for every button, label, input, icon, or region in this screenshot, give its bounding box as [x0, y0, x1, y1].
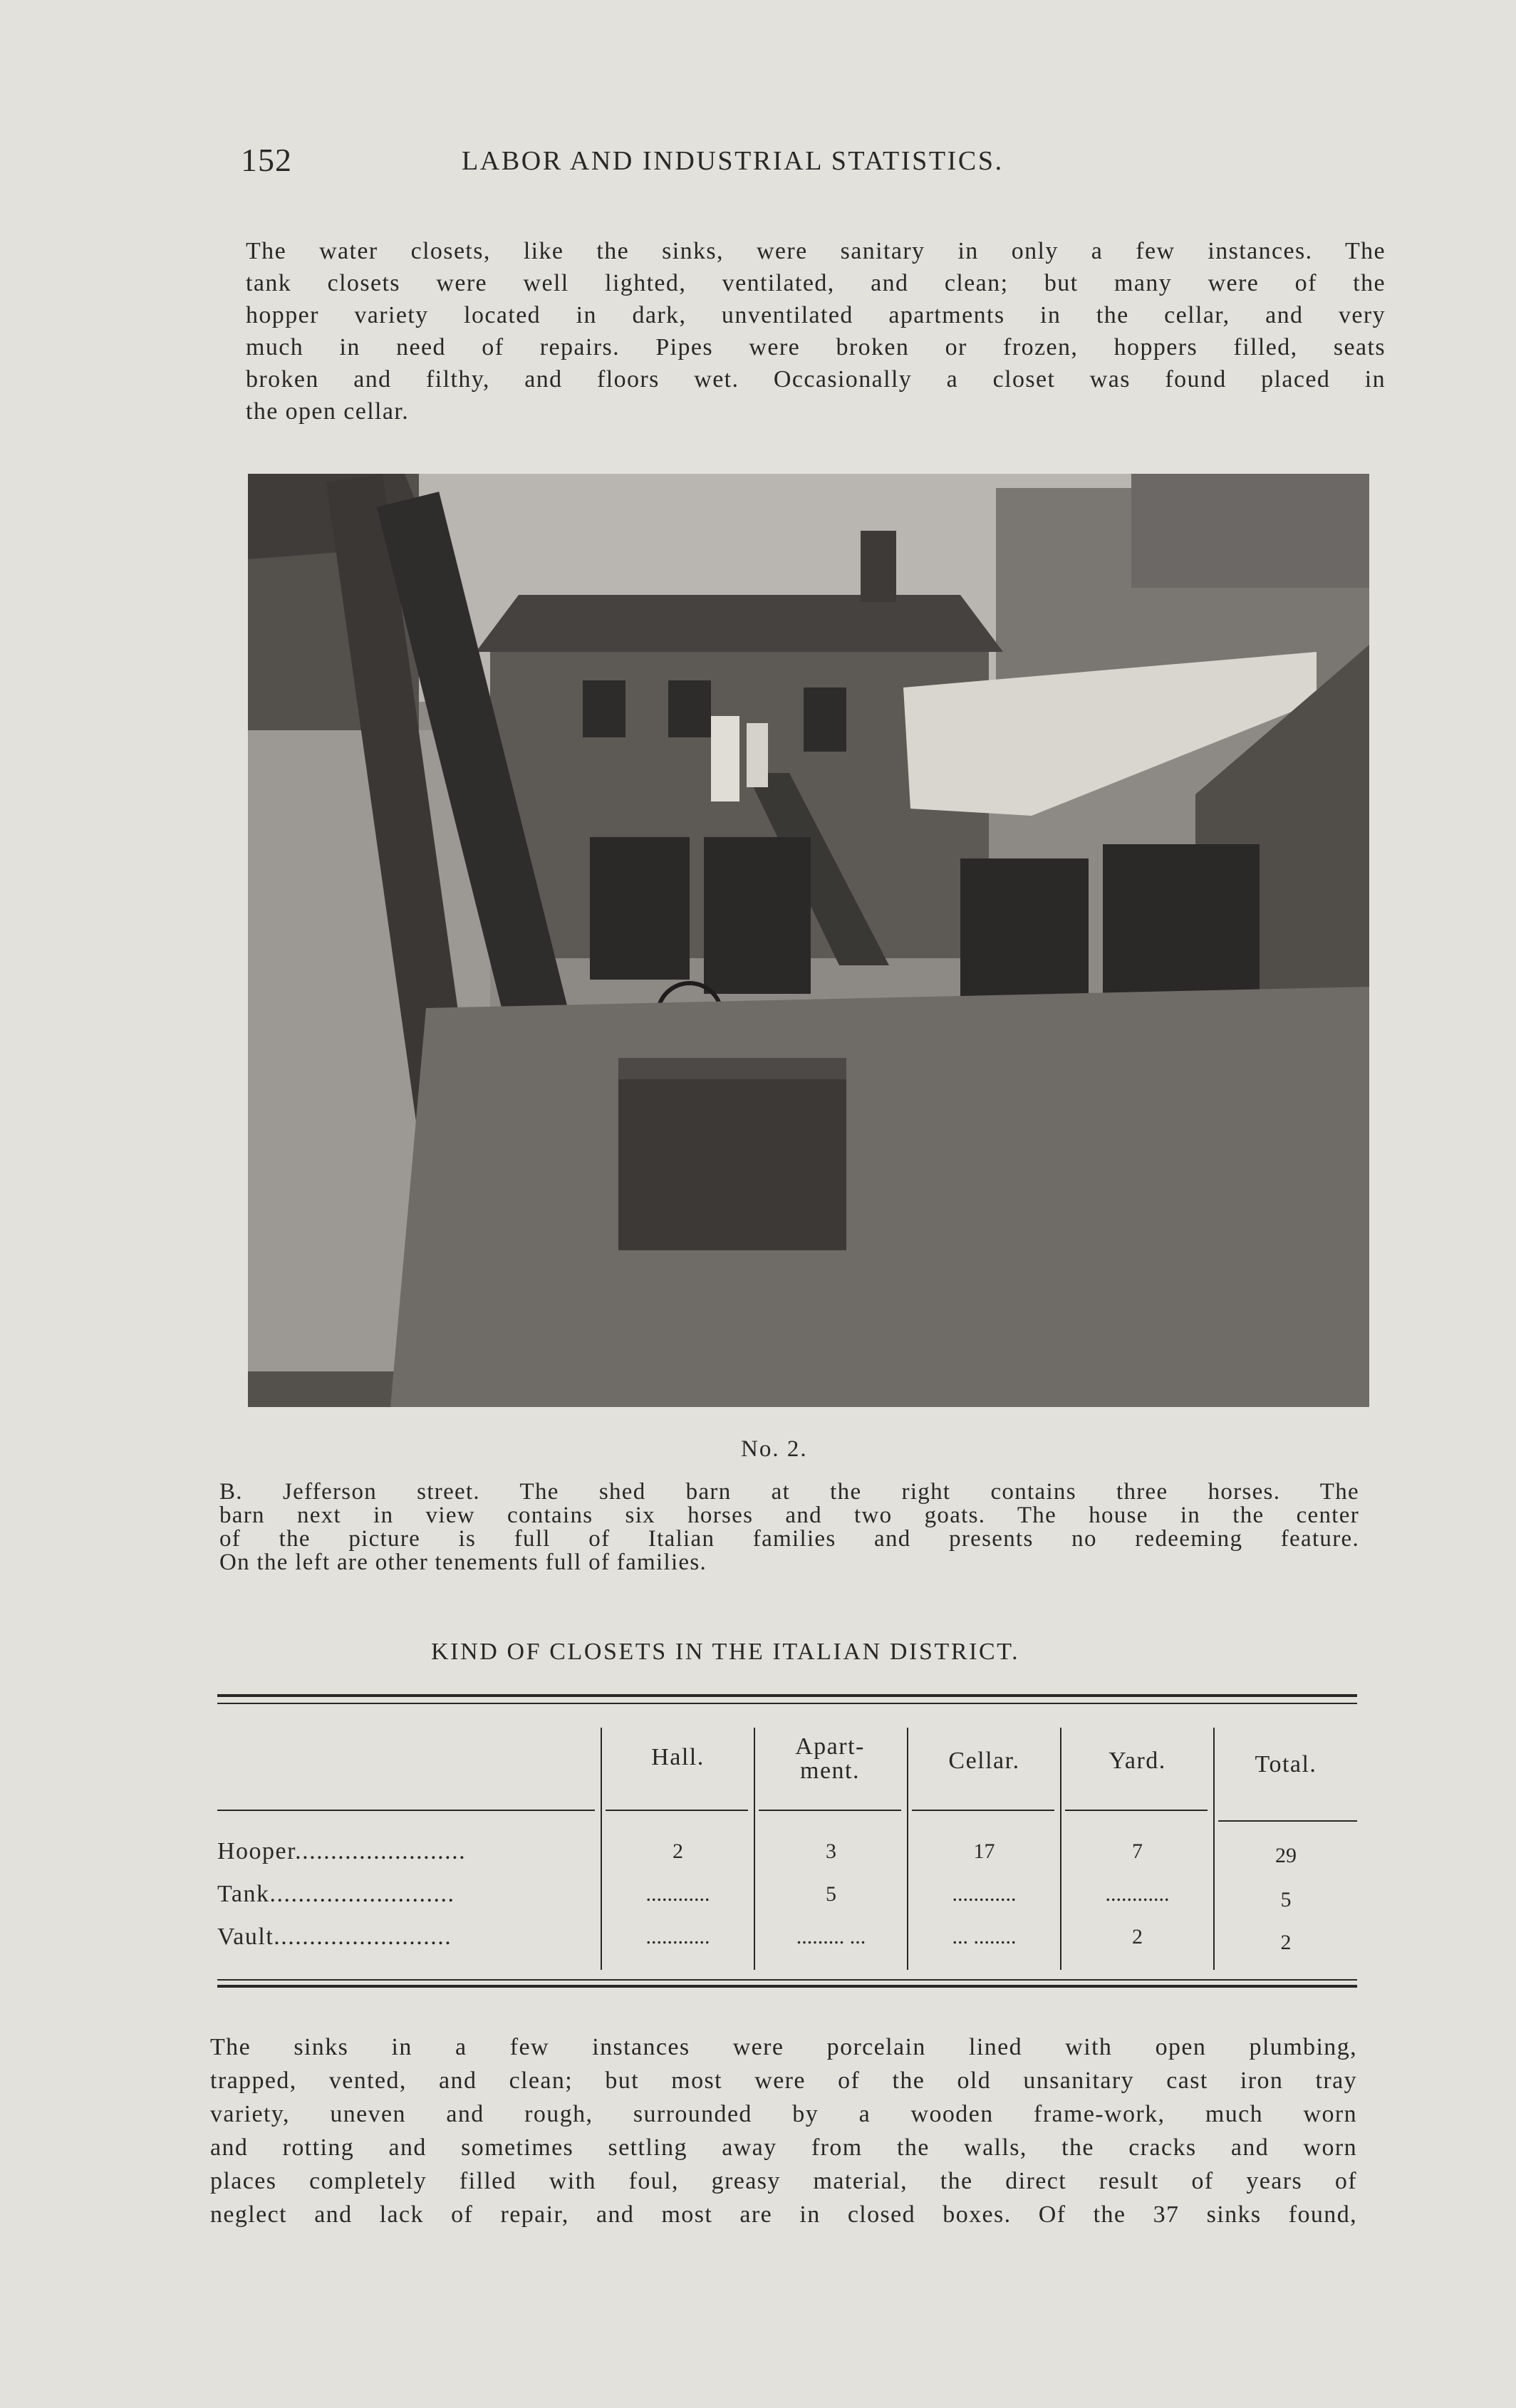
- paragraph-sinks: [210, 2030, 1357, 2231]
- table-rule-top: [217, 1694, 1357, 1697]
- text-line: neglect and lack of repair, and most are in closed boxes. Of the 37 sinks found,: [210, 2201, 1357, 2228]
- table-cell: ............: [645, 1882, 710, 1906]
- text-line: much in need of repairs. Pipes were broken or frozen, hoppers filled, seats: [246, 334, 1386, 360]
- paragraph-water-closets: [246, 235, 1386, 427]
- text-line: and rotting and sometimes settling away from the walls, the cracks and worn: [210, 2134, 1357, 2161]
- row-label-vault: Vault.........................: [217, 1924, 452, 1950]
- figure-number: No. 2.: [741, 1436, 808, 1462]
- table-cell: 29: [1275, 1844, 1297, 1867]
- column-header-cellar: Cellar.: [948, 1748, 1020, 1774]
- table-cell: 7: [1132, 1839, 1143, 1863]
- caption-line: On the left are other tenements full of families.: [219, 1550, 707, 1575]
- row-label-tank: Tank..........................: [217, 1881, 455, 1907]
- table-rule-top-thin: [217, 1703, 1357, 1704]
- table-cell: 2: [673, 1839, 683, 1863]
- table-cell: 2: [1280, 1931, 1292, 1954]
- table-title: KIND OF CLOSETS IN THE ITALIAN DISTRICT.: [431, 1639, 1020, 1665]
- photograph-backyard: [248, 474, 1369, 1407]
- table-cell: 2: [1132, 1925, 1143, 1948]
- table-cell: ............: [1105, 1882, 1170, 1906]
- table-cell: ......... ...: [796, 1925, 866, 1948]
- column-header-total: Total.: [1255, 1751, 1317, 1778]
- table-rule-bottom: [217, 1985, 1357, 1988]
- table-cell: 3: [826, 1839, 836, 1863]
- table-rule-bottom-thin: [217, 1979, 1357, 1981]
- text-line: the open cellar.: [246, 398, 410, 425]
- caption-line: barn next in view contains six horses and two goats. The house in the center: [219, 1503, 1359, 1528]
- header-rule: [217, 1810, 595, 1811]
- text-line: places completely filled with foul, greasy material, the direct result of years of: [210, 2168, 1357, 2194]
- text-line: The water closets, like the sinks, were sanitary in only a few instances. The: [246, 238, 1386, 264]
- text-line: hopper variety located in dark, unventilated apartments in the cellar, and very: [246, 302, 1386, 328]
- table-cell: ............: [952, 1882, 1017, 1906]
- table-cell: ............: [645, 1925, 710, 1948]
- table-cell: 17: [973, 1839, 995, 1863]
- header-rule: [912, 1810, 1054, 1811]
- page-number: 152: [241, 142, 292, 178]
- text-line: tank closets were well lighted, ventilated, and clean; but many were of the: [246, 270, 1386, 296]
- text-line: The sinks in a few instances were porcelain lined with open plumbing,: [210, 2034, 1357, 2060]
- closets-table: [217, 1688, 1357, 2009]
- text-line: trapped, vented, and clean; but most were of the old unsanitary cast iron tray: [210, 2067, 1357, 2094]
- figure-caption: [219, 1480, 1359, 1574]
- header-rule: [1065, 1810, 1208, 1811]
- column-header-apartment: Apart- ment.: [795, 1733, 865, 1784]
- table-cell: 5: [826, 1882, 836, 1906]
- text-line: variety, uneven and rough, surrounded by a wooden frame-work, much worn: [210, 2101, 1357, 2127]
- header-rule: [606, 1810, 748, 1811]
- header-rule: [1218, 1820, 1357, 1822]
- column-header-hall: Hall.: [651, 1744, 705, 1770]
- table-cell: ... ........: [952, 1925, 1017, 1948]
- text-line: broken and filthy, and floors wet. Occasionally a closet was found placed in: [246, 366, 1386, 393]
- caption-line: B. Jefferson street. The shed barn at the right contains three horses. The: [219, 1479, 1359, 1505]
- column-header-yard: Yard.: [1109, 1748, 1166, 1774]
- header-rule: [759, 1810, 901, 1811]
- row-label-hooper: Hooper........................: [217, 1838, 467, 1864]
- page-header: [241, 141, 1160, 191]
- caption-line: of the picture is full of Italian families and presents no redeeming feature.: [219, 1526, 1359, 1552]
- table-cell: 5: [1280, 1888, 1292, 1911]
- running-head: LABOR AND INDUSTRIAL STATISTICS.: [462, 146, 1004, 176]
